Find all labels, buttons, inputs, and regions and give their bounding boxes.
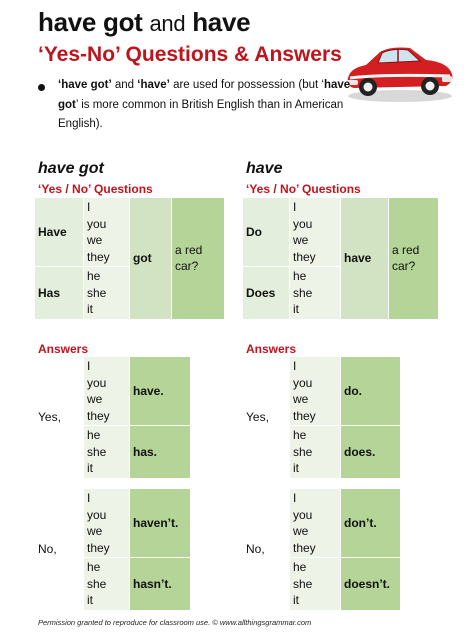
pronoun: we <box>87 233 103 247</box>
intro-text-3: ’ is more common in British English than in American English). <box>58 98 344 130</box>
left-no: No, <box>35 489 84 611</box>
left-yes: Yes, <box>35 357 84 479</box>
pronoun: it <box>87 593 93 607</box>
right-yes-pronouns-singular <box>290 426 341 479</box>
intro-text <box>58 76 358 135</box>
pronoun: I <box>293 200 297 214</box>
pronoun: you <box>293 216 313 231</box>
right-object: a red car? <box>389 198 439 320</box>
right-verb-have: have <box>341 198 389 320</box>
intro-text-1: and <box>111 79 138 91</box>
right-pronouns-plural <box>290 198 341 267</box>
pronoun: we <box>87 524 103 538</box>
right-no-pronouns-singular <box>290 558 341 611</box>
pronoun: we <box>293 233 309 247</box>
left-yes-has: has. <box>130 426 191 479</box>
pronoun: he <box>87 269 101 283</box>
right-no-dont: don’t. <box>341 489 401 558</box>
left-yes-pronouns-singular <box>84 426 130 479</box>
title-have-got: have got <box>38 7 143 37</box>
pronoun: she <box>87 285 107 300</box>
title-have: have <box>192 7 251 37</box>
left-pronouns-plural <box>84 198 130 267</box>
pronoun: they <box>87 408 110 423</box>
bullet-icon <box>38 84 45 91</box>
pronoun: I <box>87 491 91 505</box>
left-yes-pronouns-plural <box>84 357 130 426</box>
right-yes: Yes, <box>243 357 290 479</box>
left-answers-label: Answers <box>38 342 89 356</box>
right-yes-pronouns-plural <box>290 357 341 426</box>
pronoun: they <box>87 249 110 264</box>
right-yes-table <box>242 356 401 479</box>
right-no-table <box>242 488 401 611</box>
pronoun: they <box>293 408 316 423</box>
pronoun: she <box>293 444 313 459</box>
right-yes-do: do. <box>341 357 401 426</box>
pronoun: we <box>293 524 309 538</box>
pronoun: it <box>293 302 299 316</box>
right-aux-does: Does <box>243 267 290 320</box>
pronoun: we <box>87 392 103 406</box>
pronoun: it <box>293 593 299 607</box>
pronoun: you <box>87 216 107 231</box>
pronoun: it <box>293 461 299 475</box>
pronoun: I <box>87 359 91 373</box>
pronoun: she <box>87 576 107 591</box>
left-yes-table <box>34 356 191 479</box>
pronoun: I <box>293 491 297 505</box>
pronoun: she <box>87 444 107 459</box>
pronoun: he <box>293 428 307 442</box>
left-questions-label: ‘Yes / No’ Questions <box>38 182 153 196</box>
intro-text-2: are used for possession (but ‘ <box>169 79 324 91</box>
title-and: and <box>149 11 186 36</box>
right-heading: have <box>246 160 283 177</box>
left-no-pronouns-plural <box>84 489 130 558</box>
pronoun: you <box>293 375 313 390</box>
intro-have-got-2: have got <box>58 79 351 111</box>
left-questions-table <box>34 197 225 320</box>
pronoun: he <box>87 428 101 442</box>
pronoun: it <box>87 302 93 316</box>
footer-permission: Permission granted to reproduce for classroom use. © www.allthingsgrammar.com <box>38 618 312 627</box>
left-verb-got: got <box>130 198 172 320</box>
pronoun: you <box>87 375 107 390</box>
right-questions-table <box>242 197 439 320</box>
right-pronouns-singular <box>290 267 341 320</box>
left-aux-have: Have <box>35 198 84 267</box>
right-questions-label: ‘Yes / No’ Questions <box>246 182 361 196</box>
pronoun: he <box>87 560 101 574</box>
right-answers-label: Answers <box>246 342 297 356</box>
left-no-hasnt: hasn’t. <box>130 558 191 611</box>
left-heading: have got <box>38 160 104 177</box>
page-title <box>38 7 250 38</box>
pronoun: they <box>293 540 316 555</box>
pronoun: you <box>87 507 107 522</box>
right-yes-does: does. <box>341 426 401 479</box>
pronoun: you <box>293 507 313 522</box>
left-yes-have: have. <box>130 357 191 426</box>
right-aux-do: Do <box>243 198 290 267</box>
pronoun: I <box>293 359 297 373</box>
right-no: No, <box>243 489 290 611</box>
left-no-havent: haven’t. <box>130 489 191 558</box>
pronoun: we <box>293 392 309 406</box>
left-no-table <box>34 488 191 611</box>
left-aux-has: Has <box>35 267 84 320</box>
left-object: a red car? <box>172 198 225 320</box>
pronoun: it <box>87 461 93 475</box>
pronoun: I <box>87 200 91 214</box>
right-no-doesnt: doesn’t. <box>341 558 401 611</box>
intro-have: ‘have’ <box>137 79 170 91</box>
left-no-pronouns-singular <box>84 558 130 611</box>
pronoun: she <box>293 285 313 300</box>
pronoun: she <box>293 576 313 591</box>
pronoun: he <box>293 560 307 574</box>
pronoun: they <box>293 249 316 264</box>
intro-have-got: ‘have got’ <box>58 79 112 91</box>
pronoun: he <box>293 269 307 283</box>
left-pronouns-singular <box>84 267 130 320</box>
page-subtitle: ‘Yes-No’ Questions & Answers <box>38 43 342 66</box>
right-no-pronouns-plural <box>290 489 341 558</box>
pronoun: they <box>87 540 110 555</box>
